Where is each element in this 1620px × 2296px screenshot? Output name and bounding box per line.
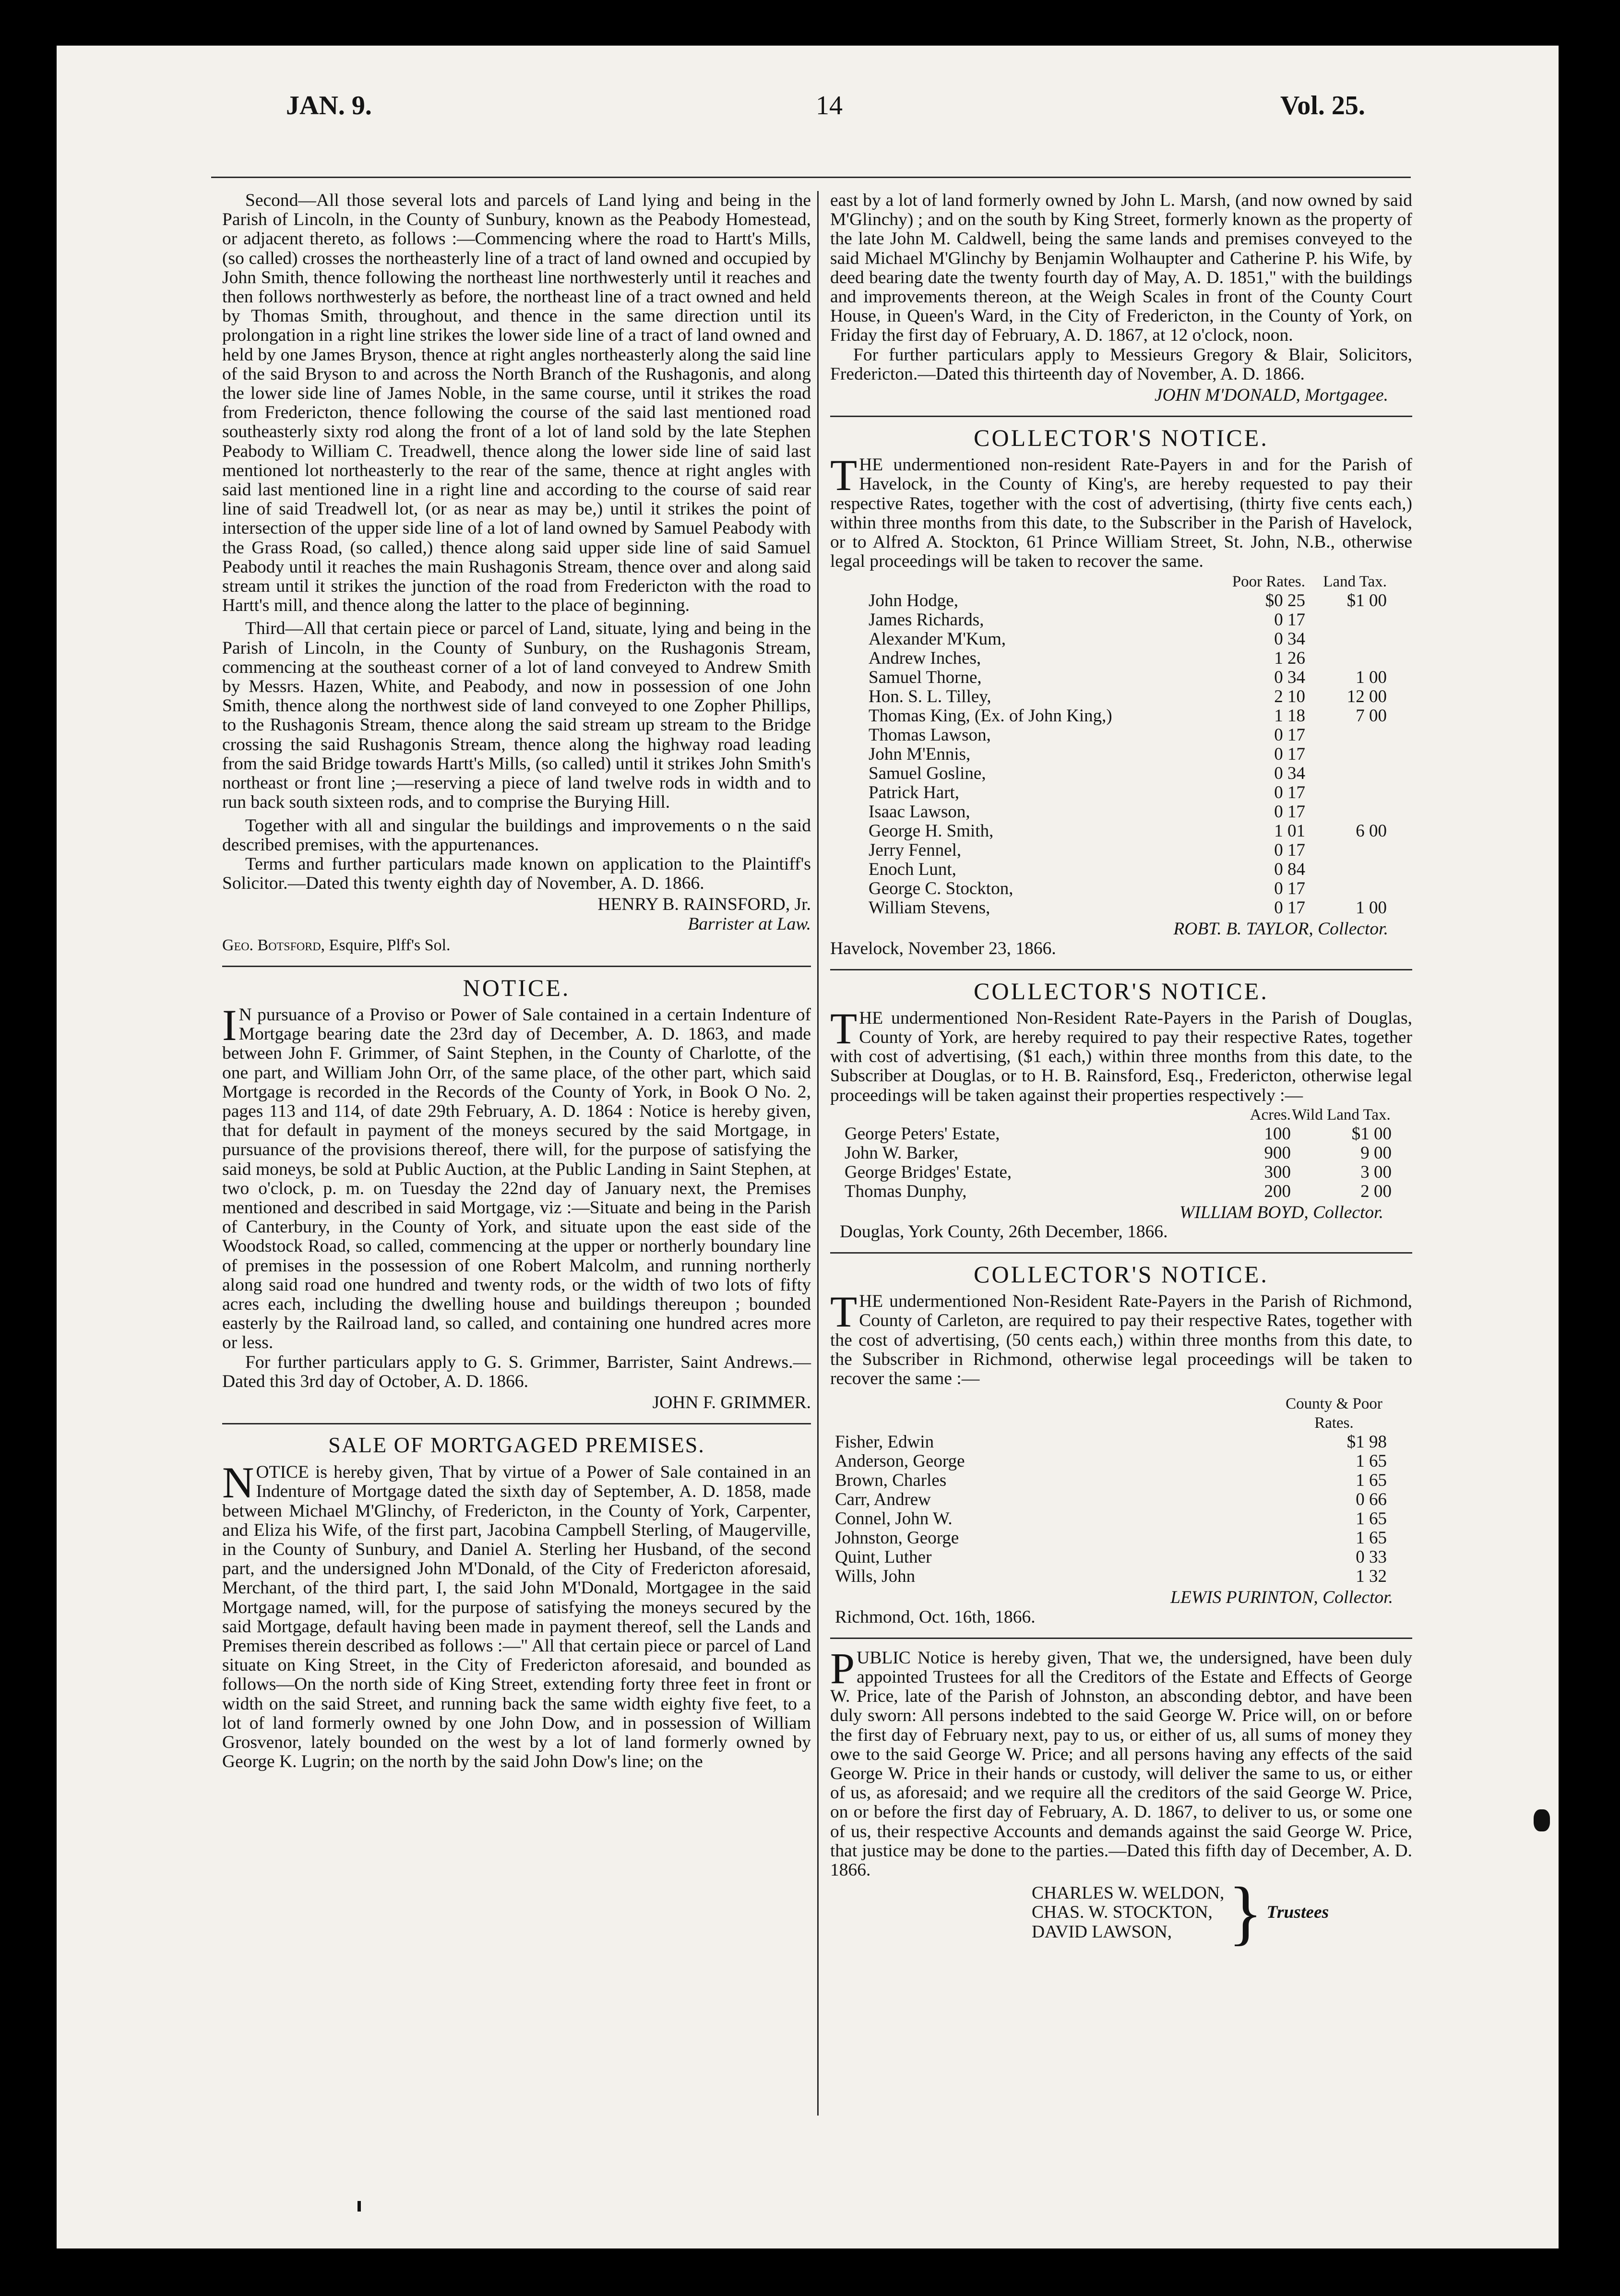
drop-cap: T [830, 1287, 858, 1337]
cell-amount: 0 66 [1356, 1490, 1387, 1510]
cell-name: George C. Stockton, [869, 879, 1013, 899]
sale-body: OTICE is hereby given, That by virtue of a Power of Sale contained in an Indenture of Mortgage dated the sixth day of September, A. D. 1858, made between Michael M'Glinchy, of Fredericton, in the County of York, Carpenter, and Eliza his Wife, of the first part, Jacobina Campbell Sterling, of Maugerville, in the County of Sunbury, and Daniel A. Sterling her Husband, of the second part, and the undersigned John M'Donald, of the City of Fredericton aforesaid, Merchant, of the third part, I, the said John M'Donald, Mortgagee in the said Mortgage named, will, for the purpose of satisfying the moneys secured by the said Mortgage, default having been made in payment thereof, sell the Lands and Premises therein described as follows :—" All that certain piece or parcel of Land situate on King Street, in the City of Fredericton aforesaid, and bounded as follows—On the north side of King Street, extending forty three feet in front or width on the said Street, and running back the same width eighty five feet, to a lot of land formerly owned by one John Dow, and in possession of William Grosvenor, lately bounded on the west by a lot of land formerly owned by George K. Lugrin; on the north by the said John Dow's line; on the [222, 1462, 811, 1772]
scan-speck [357, 2201, 361, 2212]
table-row [845, 1124, 1392, 1144]
sale-title: SALE OF MORTGAGED PREMISES. [328, 1433, 705, 1458]
trustees-block [1032, 1873, 1412, 1953]
cell-name: Patrick Hart, [869, 783, 960, 803]
cell-name: Alexander M'Kum, [869, 629, 1006, 649]
cell-acres: 200 [1264, 1181, 1291, 1201]
header-date: JAN. 9. [286, 91, 372, 120]
cell-amount: 0 33 [1356, 1547, 1387, 1567]
havelock-paragraph [830, 451, 1412, 572]
divider-rule [830, 1638, 1412, 1639]
signature-title: Barrister at Law. [688, 914, 811, 934]
drop-cap: N [222, 1458, 254, 1507]
havelock-signature: ROBT. B. TAYLOR, Collector. [1173, 919, 1388, 939]
cell-amount: 1 65 [1356, 1471, 1387, 1491]
divider-rule [830, 1252, 1412, 1254]
drop-cap: T [830, 451, 858, 500]
table-row [869, 822, 1387, 841]
table-row [835, 1490, 1387, 1509]
sale-signature: JOHN M'DONALD, Mortgagee. [1154, 385, 1388, 406]
cell-name: Quint, Luther [835, 1547, 932, 1567]
cell-poor: 1 01 [1274, 821, 1305, 841]
cell-poor: $0 25 [1265, 591, 1305, 611]
cell-name: George H. Smith, [869, 821, 994, 841]
cell-name: Anderson, George [835, 1451, 965, 1471]
table-header-row [845, 1105, 1392, 1124]
trustees-label: Trustees [1266, 1902, 1329, 1923]
cell-land [1305, 726, 1387, 745]
richmond-body: HE undermentioned Non-Resident Rate-Payers in the Parish of Richmond, County of Carleton, are required to pay their respective Rates, together with the cost of advertising, (50 cents each,) within three months from this date, to the Subscriber in Richmond, otherwise legal proceedings will be taken to recover the same :— [830, 1292, 1412, 1389]
table-row [845, 1182, 1392, 1201]
third-parcel-paragraph: Third—All that certain piece or parcel of Land, situate, lying and being in the Parish of Lincoln, in the County of Sunbury, on the Rushagonis Stream, commencing at the southeast corner of a lot of land conveyed to Andrew Smith by Messrs. Hazen, White, and Peabody, and now in possession of one John Smith, thence along the northwest side of land conveyed to one Zopher Phillips, to the Rushagonis Stream, thence along the said stream up stream to the Bridge crossing the said Rushagonis Stream, thence along the highway road leading from the said Bridge towards Hartt's Mills, (so called) until it strikes John Smith's northeast or front line ;—reserving a piece of land twelve rods in width and to run back south sixteen rods, and to comprise the Burying Hill. [222, 619, 811, 813]
cell-tax: 3 00 [1360, 1162, 1392, 1182]
cell-land [1305, 841, 1387, 860]
appurtenances-paragraph: Together with all and singular the buildings and improvements o n the said described premises, with the appurtenances. [222, 815, 811, 855]
cell-land [1305, 610, 1387, 630]
divider-rule [830, 416, 1412, 417]
cell-poor: 1 18 [1274, 706, 1305, 726]
cell-poor: 0 17 [1274, 879, 1305, 899]
havelock-body: HE undermentioned non-resident Rate-Payers in and for the Parish of Havelock, in the County of King's, are hereby requested to pay their respective Rates, together with the cost of advertising, (thirty five cents each,) within three months from this date, to the Subscriber in the Parish of Havelock, or to Alfred A. Stockton, 61 Prince William Street, St. John, N.B., otherwise legal proceedings will be taken to recover the same. [830, 455, 1412, 572]
column-header-tax: Wild Land Tax. [1292, 1106, 1391, 1124]
public-notice-body: UBLIC Notice is hereby given, That we, the undersigned, have been duly appointed Trustees for all the Creditors of the Estate and Effects of George W. Price, late of the Parish of Johnston, an absconding debtor, and have been duly sworn: All persons indebted to the said George W. Price will, on or before the first day of February next, pay to us, or either of us, all sums of money they owe to the said George W. Price; and all persons having any effects of the said George W. Price in their hands or custody, will deliver the same to us, or either of us, as aforesaid; and we require all the creditors of the said George W. Price, on or before the first day of February, A. D. 1867, to deliver to us, or some one of us, their respective Accounts and demands against the said George W. Price, that justice may be done to the parties.—Dated this fifth day of December, A. D. 1866. [830, 1648, 1412, 1880]
left-column [222, 191, 811, 1771]
cell-land: 12 00 [1346, 687, 1387, 707]
cell-name: Carr, Andrew [835, 1490, 931, 1510]
cell-name: Wills, John [835, 1567, 916, 1587]
cell-acres: 900 [1264, 1143, 1291, 1163]
cell-land [1305, 649, 1387, 668]
signature-name: HENRY B. RAINSFORD, Jr. [597, 895, 811, 915]
cell-name: Thomas Dunphy, [845, 1181, 967, 1201]
column-header-land: Land Tax. [1323, 573, 1387, 591]
cell-poor: 2 10 [1274, 687, 1305, 707]
cell-name: Enoch Lunt, [869, 860, 956, 880]
trustee-name: CHAS. W. STOCKTON, [1032, 1902, 1213, 1923]
cell-name: Brown, Charles [835, 1471, 947, 1491]
notice-paragraph [222, 1000, 811, 1353]
cell-poor: 0 17 [1274, 725, 1305, 745]
cell-land [1305, 745, 1387, 764]
cell-amount: 1 65 [1356, 1509, 1387, 1529]
table-row [869, 649, 1387, 668]
cell-name: George Peters' Estate, [845, 1124, 1000, 1144]
douglas-signature: WILLIAM BOYD, Collector. [1179, 1202, 1383, 1222]
cell-tax: 2 00 [1360, 1181, 1392, 1201]
richmond-table [835, 1394, 1387, 1586]
sale-further: For further particulars apply to Messieurs Gregory & Blair, Solicitors, Fredericton.—Dated this thirteenth day of November, A. D. 1866. [830, 345, 1412, 384]
cell-land [1305, 783, 1387, 802]
cell-acres: 300 [1264, 1162, 1291, 1182]
cell-land [1305, 802, 1387, 822]
douglas-paragraph [830, 1004, 1412, 1105]
drop-cap: I [222, 1000, 237, 1050]
cell-poor: 0 34 [1274, 668, 1305, 688]
douglas-dateline: Douglas, York County, 26th December, 1866. [840, 1222, 1168, 1242]
table-row [869, 610, 1387, 630]
column-divider [817, 191, 819, 2116]
table-row [835, 1433, 1387, 1452]
richmond-paragraph [830, 1287, 1412, 1389]
havelock-dateline: Havelock, November 23, 1866. [830, 938, 1056, 958]
table-row [869, 668, 1387, 687]
table-row [869, 841, 1387, 860]
douglas-title: COLLECTOR'S NOTICE. [974, 977, 1269, 1004]
header-page-number: 14 [816, 91, 843, 120]
cell-poor: 1 26 [1274, 648, 1305, 669]
public-notice-paragraph [830, 1643, 1412, 1880]
sale-paragraph [222, 1458, 811, 1772]
cell-name: Jerry Fennel, [869, 840, 962, 861]
cell-land: 1 00 [1356, 668, 1387, 688]
cell-land: 6 00 [1356, 821, 1387, 841]
cell-land: 1 00 [1356, 898, 1387, 918]
cell-name: James Richards, [869, 610, 984, 630]
brace-glyph: } [1228, 1873, 1263, 1953]
cell-name: Fisher, Edwin [835, 1432, 934, 1452]
cell-poor: 0 17 [1274, 802, 1305, 822]
table-row [869, 764, 1387, 783]
cell-name: John M'Ennis, [869, 744, 971, 765]
cell-name: Hon. S. L. Tilley, [869, 687, 991, 707]
table-row [835, 1509, 1387, 1529]
table-row [835, 1529, 1387, 1548]
cell-name: George Bridges' Estate, [845, 1162, 1012, 1182]
table-row [835, 1452, 1387, 1471]
scan-speck [1534, 1809, 1550, 1831]
trustee-list [1032, 1884, 1224, 1942]
cell-name: Thomas Lawson, [869, 725, 991, 745]
cell-poor: 0 84 [1274, 860, 1305, 880]
table-row [845, 1163, 1392, 1182]
table-row [869, 802, 1387, 822]
cell-amount: 1 65 [1356, 1528, 1387, 1548]
cell-name: Samuel Thorne, [869, 668, 982, 688]
column-header-poor: Poor Rates. [1232, 573, 1305, 591]
header-rule [211, 177, 1411, 178]
second-parcel-paragraph: Second—All those several lots and parcels of Land lying and being in the Parish of Lincoln, in the County of Sunbury, known as the Peabody Homestead, or adjacent thereto, as follows :—Commencing where the road to Hartt's Mills, (so called) crosses the northeasterly line of a tract of land owned and occupied by John Smith, thence following the northeast line northwesterly until it reaches and then follows northwesterly as before, the northeast line of a tract owned and held by Thomas Smith, throughout, and thence in the same direction until its prolongation in a right line strikes the lower side line of a tract of land owned and held by one James Bryson, thence at right angles northeasterly along the said line of the said Bryson to and across the North Branch of the Rushagonis, and along the lower side line of James Noble, in the same course, until it strikes the road from Fredericton, thence following the course of the said last mentioned road southeasterly sixty rod along the front of a lot of land sold by the late Stephen Peabody to William C. Treadwell, thence along the lower side line of said last mentioned lot northeasterly to the rear of the same, thence at right angles with said last mentioned line in a right line and according to the course of said rear line of said Treadwell lot, (or as near as may be,) until it strikes the point of intersection of the upper side line of a lot of land owned by Samuel Peabody with the Grass Road, (so called,) thence along said upper side line of said Samuel Peabody until it reaches the main Rushagonis Stream, thence over and along said stream until it strikes the junction of the road from Fredericton with the road to Hartt's mill, and thence along the latter to the place of beginning. [222, 191, 811, 616]
douglas-table [845, 1105, 1392, 1201]
havelock-table [869, 572, 1387, 918]
terms-paragraph: Terms and further particulars made known on application to the Plaintiff's Solicitor.—Dated this twenty eighth day of November, A. D. 1866. [222, 854, 811, 894]
solicitor-line [222, 936, 811, 955]
table-row [869, 745, 1387, 764]
cell-tax: 9 00 [1360, 1143, 1392, 1163]
cell-land [1305, 860, 1387, 879]
notice-title: NOTICE. [463, 974, 571, 1001]
table-row [869, 783, 1387, 802]
cell-poor: 0 17 [1274, 840, 1305, 861]
cell-name: John W. Barker, [845, 1143, 958, 1163]
header-volume: Vol. 25. [1280, 91, 1365, 120]
table-row [869, 687, 1387, 706]
table-header-row [835, 1394, 1387, 1433]
douglas-body: HE undermentioned Non-Resident Rate-Payers in the Parish of Douglas, County of York, are hereby required to pay their respective Rates, together with cost of advertising, ($1 each,) within three months from this date, to the Subscriber at Douglas, or to H. B. Rainsford, Esq., Fredericton, otherwise legal proceedings will be taken against their properties respectively :— [830, 1008, 1412, 1105]
table-row [845, 1144, 1392, 1163]
cell-land [1305, 630, 1387, 649]
table-row [869, 879, 1387, 898]
table-row [869, 860, 1387, 879]
column-header-acres: Acres. [1250, 1106, 1291, 1124]
cell-name: Isaac Lawson, [869, 802, 970, 822]
table-row [835, 1567, 1387, 1586]
trustee-name: DAVID LAWSON, [1032, 1922, 1172, 1942]
table-row [869, 706, 1387, 726]
cell-poor: 0 34 [1274, 629, 1305, 649]
cell-name: Samuel Gosline, [869, 764, 986, 784]
column-header-rates: County & Poor Rates. [1286, 1395, 1382, 1432]
divider-rule [830, 969, 1412, 970]
notice-signature: JOHN F. GRIMMER. [652, 1392, 811, 1412]
right-column [830, 191, 1412, 1953]
cell-land: 7 00 [1356, 706, 1387, 726]
richmond-title: COLLECTOR'S NOTICE. [974, 1261, 1269, 1288]
cell-amount: 1 65 [1356, 1451, 1387, 1471]
cell-amount: 1 32 [1356, 1567, 1387, 1587]
drop-cap: P [830, 1643, 855, 1693]
cell-poor: 0 34 [1274, 764, 1305, 784]
cell-name: William Stevens, [869, 898, 990, 918]
sale-continuation: east by a lot of land formerly owned by John L. Marsh, (and now owned by said M'Glinchy) ; and on the south by King Street, formerly known as the property of the late John M. Caldwell, being the same lands and premises conveyed to the said Michael M'Glinchy by Benjamin Wolhaupter and Catherine P. his Wife, by deed bearing date the twenty fourth day of May, A. D. 1851," with the buildings and improvements thereon, at the Weigh Scales in front of the County Court House, in Queen's Ward, in the City of Fredericton, in the County of York, on Friday the first day of February, A. D. 1867, at 12 o'clock, noon. [830, 191, 1412, 346]
havelock-title: COLLECTOR'S NOTICE. [974, 424, 1269, 452]
table-row [869, 630, 1387, 649]
richmond-signature: LEWIS PURINTON, Collector. [1170, 1588, 1393, 1608]
table-header-row [869, 572, 1387, 591]
cell-poor: 0 17 [1274, 744, 1305, 765]
solicitor-rest: Esquire, Plff's Sol. [325, 936, 451, 954]
drop-cap: T [830, 1004, 858, 1053]
cell-name: Andrew Inches, [869, 648, 981, 669]
divider-rule [222, 966, 811, 967]
notice-further: For further particulars apply to G. S. Grimmer, Barrister, Saint Andrews.—Dated this 3rd day of October, A. D. 1866. [222, 1352, 811, 1391]
cell-name: Thomas King, (Ex. of John King,) [869, 706, 1112, 726]
cell-land [1305, 879, 1387, 898]
table-row [869, 726, 1387, 745]
table-row [869, 591, 1387, 610]
cell-land: $1 00 [1346, 591, 1387, 611]
cell-acres: 100 [1264, 1124, 1291, 1144]
cell-land [1305, 764, 1387, 783]
table-row [835, 1471, 1387, 1490]
cell-name: Johnston, George [835, 1528, 959, 1548]
trustee-name: CHARLES W. WELDON, [1032, 1883, 1225, 1903]
table-row [869, 898, 1387, 918]
cell-amount: $1 98 [1346, 1432, 1387, 1452]
cell-poor: 0 17 [1274, 783, 1305, 803]
cell-poor: 0 17 [1274, 898, 1305, 918]
cell-name: John Hodge, [869, 591, 959, 611]
solicitor-name: Geo. Botsford, [222, 936, 325, 954]
cell-name: Connel, John W. [835, 1509, 953, 1529]
table-row [835, 1548, 1387, 1567]
divider-rule [222, 1423, 811, 1424]
cell-poor: 0 17 [1274, 610, 1305, 630]
notice-body: N pursuance of a Proviso or Power of Sale contained in a certain Indenture of Mortgage bearing date the 23rd day of December, A. D. 1863, and made between John F. Grimmer, of Saint Stephen, in the County of Charlotte, of the one part, and William John Orr, of the same place, of the other part, which said Mortgage is recorded in the Records of the County of York, in Book O No. 2, pages 113 and 114, of date 29th February, A. D. 1864 : Notice is hereby given, that for default in payment of the moneys secured by the said Mortgage, in pursuance of the provisions thereof, there will, for the purpose of satisfying the said moneys, be sold at Public Auction, at the Public Landing in Saint Stephen, at two o'clock, p. m. on Tuesday the 22nd day of January next, the Premises mentioned and described in said Mortgage, viz :—Situate and being in the Parish of Canterbury, in the County of York, and situate upon the east side of the Woodstock Road, so called, commencing at the upper or northerly boundary line of premises in the possession of one Robert Malcolm, and running northerly along said road one hundred and twenty rods, or the width of two lots of fifty acres each, including the dwelling house and buildings thereupon ; bounded easterly by the Railroad land, so called, and containing one hundred acres more or less. [222, 1004, 811, 1353]
cell-tax: $1 00 [1351, 1124, 1392, 1144]
richmond-dateline: Richmond, Oct. 16th, 1866. [835, 1607, 1036, 1627]
